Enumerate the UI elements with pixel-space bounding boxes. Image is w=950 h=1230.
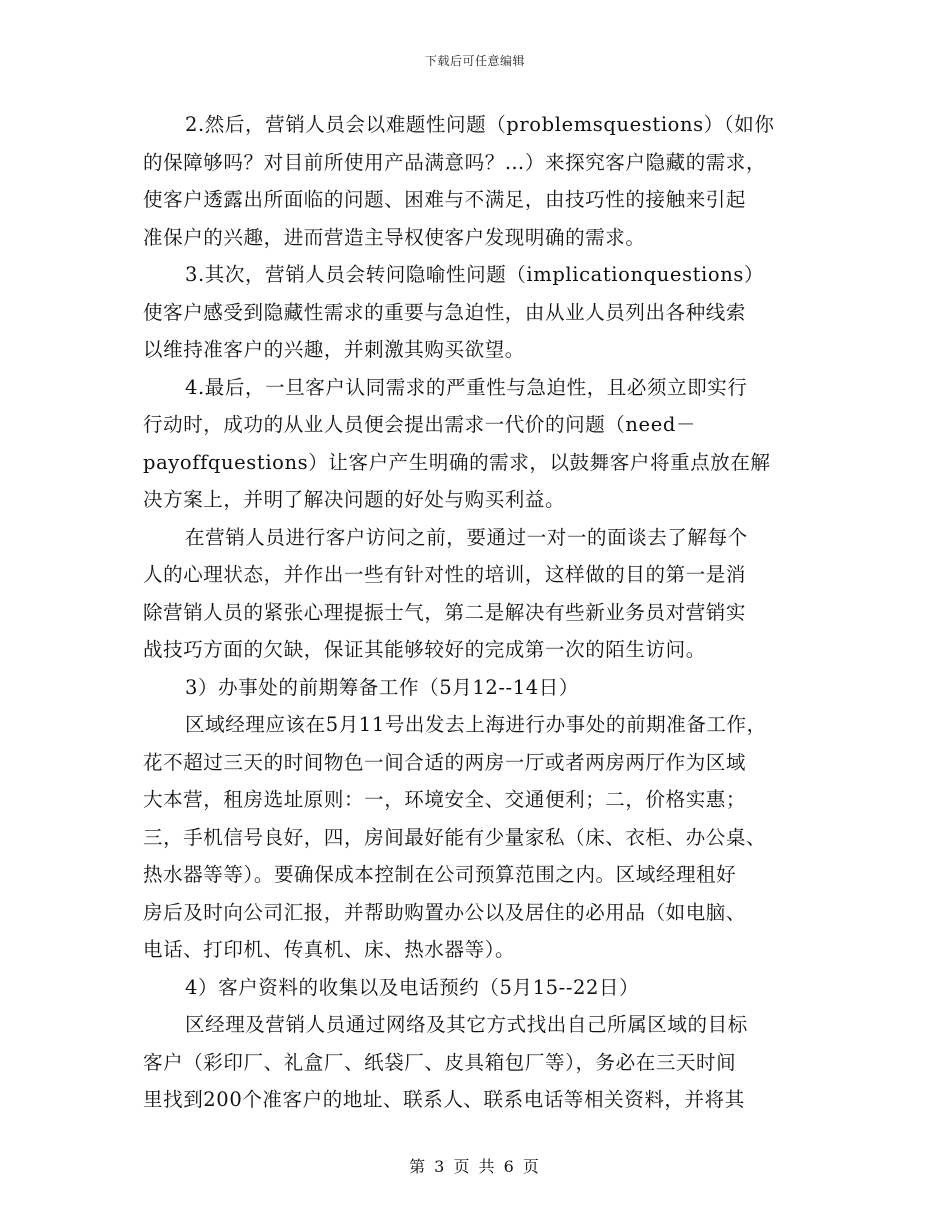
paragraph-line: 战技巧方面的欠缺，保证其能够较好的完成第一次的陌生访问。	[143, 638, 706, 661]
page-number: 第 3 页 共 6 页	[409, 1157, 541, 1176]
paragraph-line: 以维持准客户的兴趣，并刺激其购买欲望。	[143, 338, 525, 361]
paragraph-line: 客户（彩印厂、礼盒厂、纸袋厂、皮具箱包厂等），务必在三天时间	[143, 1050, 737, 1074]
paragraph-line: 热水器等等）。要确保成本控制在公司预算范围之内。区域经理租好	[143, 863, 737, 886]
paragraph-line: 花不超过三天的时间物色一间合适的两房一厅或者两房两厅作为区域	[143, 750, 747, 774]
paragraph-line: 4.最后，一旦客户认同需求的严重性与急迫性，且必须立即实行	[185, 375, 748, 399]
paragraph-line: 除营销人员的紧张心理提振士气，第二是解决有些新业务员对营销实	[143, 600, 747, 624]
paragraph-line: 的保障够吗？对目前所使用产品满意吗？…）来探究客户隐藏的需求，	[143, 150, 767, 174]
paragraph-line: payoffquestions）让客户产生明确的需求，以鼓舞客户将重点放在解	[143, 450, 771, 474]
paragraph-line: 区域经理应该在5月11号出发去上海进行办事处的前期准备工作，	[185, 713, 767, 736]
paragraph-line: 决方案上，并明了解决问题的好处与购买利益。	[143, 488, 566, 511]
paragraph-line: 准保户的兴趣，进而营造主导权使客户发现明确的需求。	[143, 225, 646, 249]
paragraph-line: 房后及时向公司汇报，并帮助购置办公以及居住的必用品（如电脑、	[143, 900, 747, 924]
paragraph-line: 使客户透露出所面临的问题、困难与不满足，由技巧性的接触来引起	[143, 188, 747, 211]
section-heading: 3）办事处的前期筹备工作（5月12--14日）	[185, 675, 579, 699]
paragraph-line: 行动时，成功的从业人员便会提出需求一代价的问题（need－	[143, 413, 697, 436]
paragraph-line: 使客户感受到隐藏性需求的重要与急迫性，由从业人员列出各种线索	[143, 300, 747, 324]
document-body	[143, 106, 811, 1119]
paragraph-line: 三，手机信号良好，四，房间最好能有少量家私（床、衣柜、办公桌、	[143, 825, 767, 849]
paragraph-line: 里找到200个准客户的地址、联系人、联系电话等相关资料，并将其	[143, 1088, 745, 1111]
paragraph-line: 大本营，租房选址原则：一，环境安全、交通便利；二，价格实惠；	[143, 788, 747, 811]
paragraph-line: 在营销人员进行客户访问之前，要通过一对一的面谈去了解每个	[185, 525, 748, 549]
paragraph-line: 3.其次，营销人员会转问隐喻性问题（implicationquestions）	[185, 263, 765, 286]
paragraph-line: 电话、打印机、传真机、床、热水器等）。	[143, 938, 516, 961]
section-heading: 4）客户资料的收集以及电话预约（5月15--22日）	[185, 975, 640, 999]
paragraph-line: 人的心理状态，并作出一些有针对性的培训，这样做的目的第一是消	[143, 563, 747, 586]
paragraph-line: 区经理及营销人员通过网络及其它方式找出自己所属区域的目标	[185, 1013, 748, 1036]
paragraph-line: 2.然后，营销人员会以难题性问题（problemsquestions）（如你	[185, 113, 775, 136]
page-header: 下载后可任意编辑	[424, 54, 525, 68]
